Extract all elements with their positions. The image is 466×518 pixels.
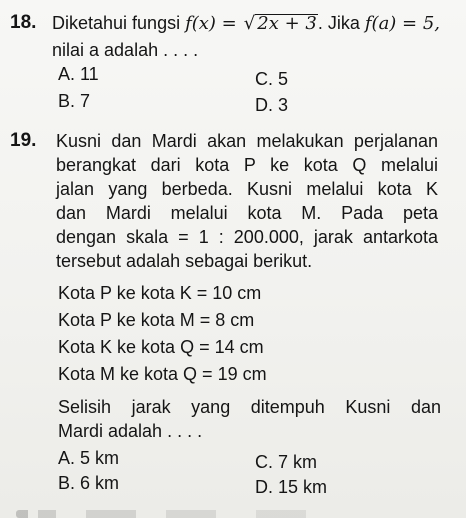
distance-p-k: Kota P ke kota K = 10 cm	[58, 283, 262, 303]
root-sign: √	[243, 13, 256, 34]
option-d[interactable]: D. 3	[255, 95, 289, 115]
square-root	[244, 12, 318, 35]
option-b[interactable]: B. 7	[58, 91, 91, 111]
option-a[interactable]: A. 5 km	[58, 448, 120, 468]
question-number: 19.	[10, 130, 37, 151]
question-text: Diketahui fungsi	[52, 13, 181, 33]
option-a[interactable]: A. 11	[58, 64, 99, 84]
question-number: 18.	[10, 12, 37, 33]
distance-p-m: Kota P ke kota M = 8 cm	[58, 310, 255, 330]
question-19-line-4: dan Mardi melalui kota M. Pada peta	[56, 203, 438, 223]
question-19-line-2: berangkat dari kota P ke kota Q melalui	[56, 155, 438, 175]
question-19-prompt-line-2: Mardi adalah . . . .	[58, 421, 203, 441]
function-fx: f(x) =	[185, 13, 237, 34]
option-c[interactable]: C. 5	[255, 69, 289, 89]
question-19-line-5: dengan skala = 1 : 200.000, jarak antarkota	[56, 227, 438, 247]
option-d[interactable]: D. 15 km	[255, 477, 328, 497]
option-c[interactable]: C. 7 km	[255, 452, 318, 472]
cut-off-next-line	[16, 510, 346, 518]
question-text-continued: . Jika	[317, 13, 360, 33]
distance-k-q: Kota K ke kota Q = 14 cm	[58, 337, 264, 357]
question-18-line-1	[52, 12, 440, 35]
function-fa: f(a) = 5,	[364, 13, 441, 34]
option-b[interactable]: B. 6 km	[58, 473, 120, 493]
question-19-line-1: Kusni dan Mardi akan melakukan perjalanan	[56, 131, 438, 151]
root-radicand: 2x + 3	[257, 13, 317, 34]
question-18-line-2: nilai a adalah . . . .	[52, 40, 199, 60]
distance-m-q: Kota M ke kota Q = 19 cm	[58, 364, 267, 384]
question-19-line-3: jalan yang berbeda. Kusni melalui kota K	[56, 179, 438, 199]
question-19-line-6: tersebut adalah sebagai berikut.	[56, 251, 313, 271]
question-19-prompt-line-1: Selisih jarak yang ditempuh Kusni dan	[58, 397, 441, 417]
